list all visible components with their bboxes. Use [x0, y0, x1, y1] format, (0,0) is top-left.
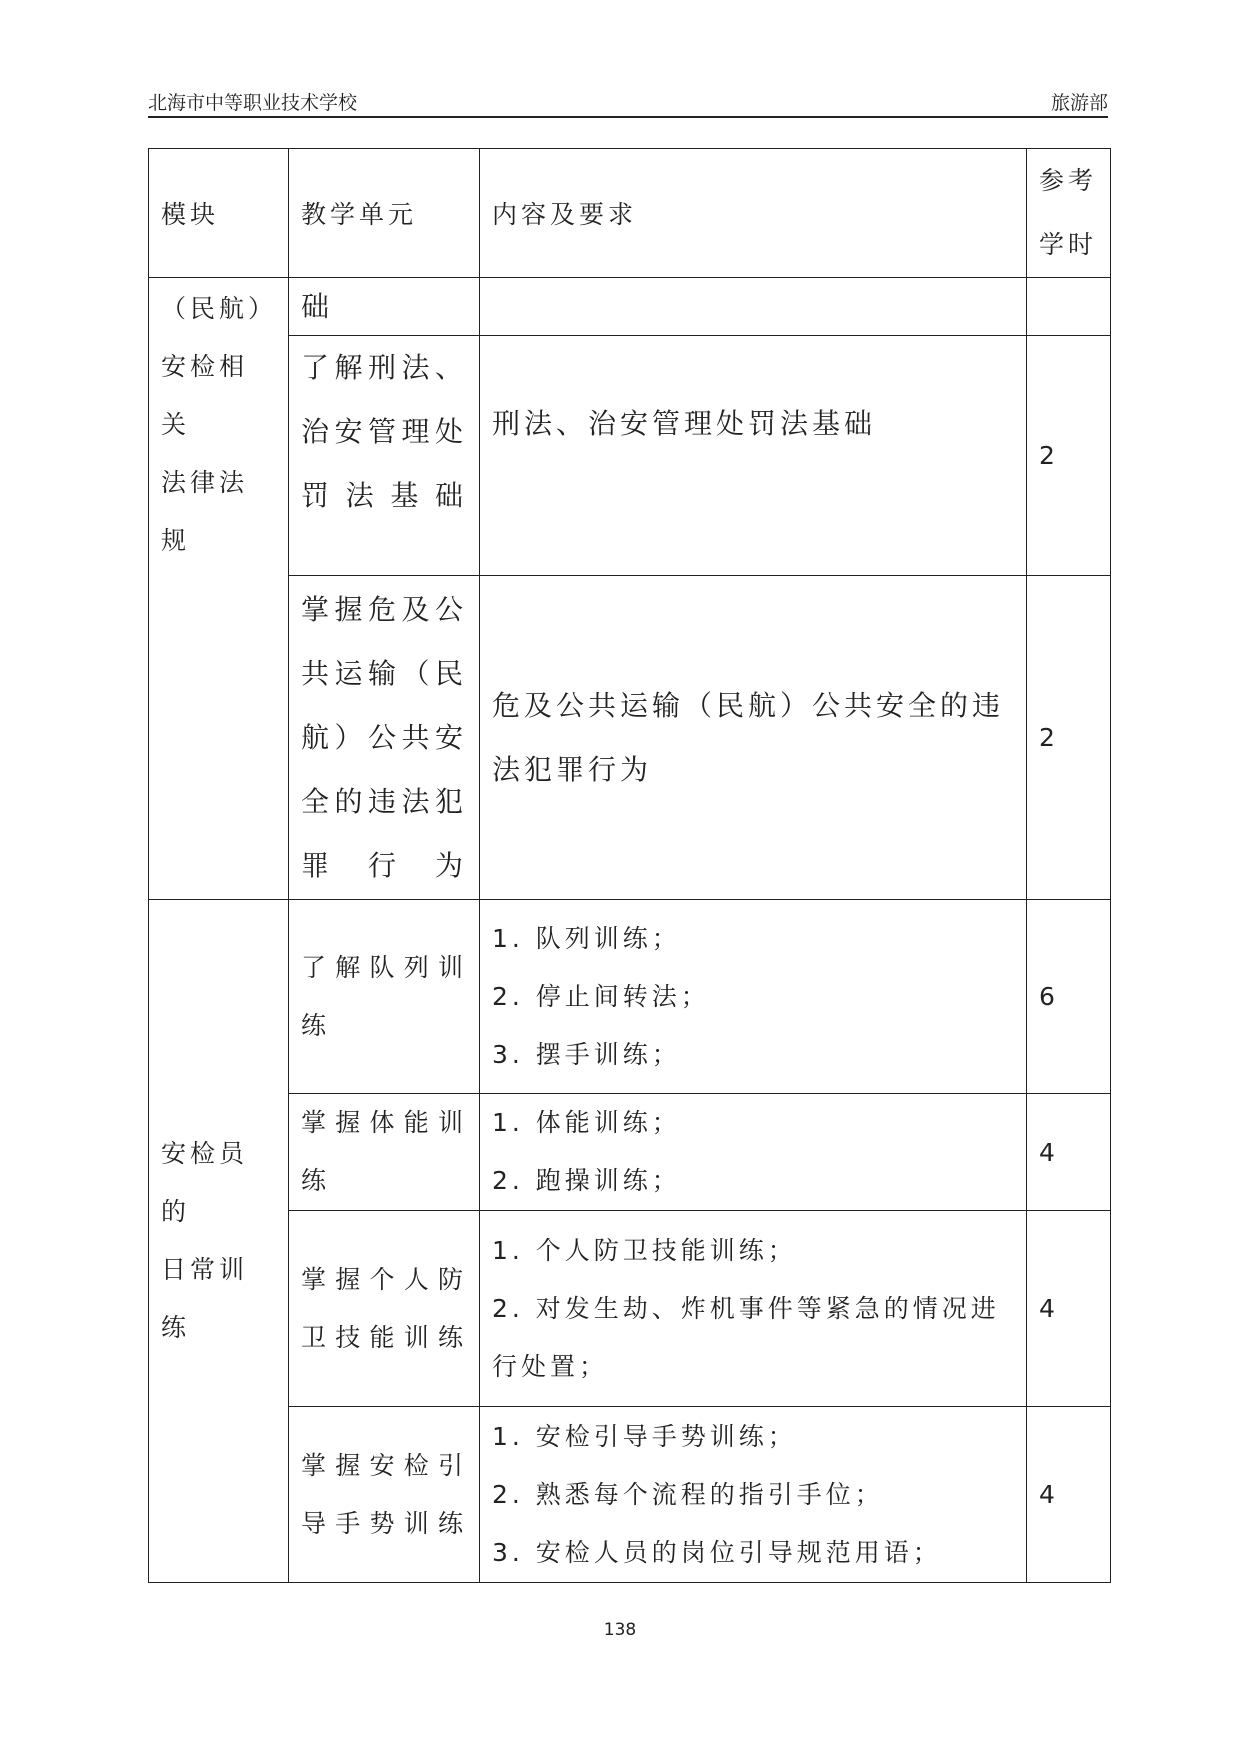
unit-cell: 了解刑法、治安管理处罚法基础 [289, 336, 480, 576]
unit-cell: 掌握个人防卫技能训练 [289, 1211, 480, 1407]
department-name: 旅游部 [1050, 92, 1108, 114]
unit-cell: 础 [289, 278, 480, 336]
module-training-line2: 日常训练 [161, 1255, 249, 1342]
hours-cell: 6 [1027, 900, 1111, 1094]
module-law-line2: 安检相关 [161, 352, 249, 439]
content-cell [480, 1211, 1027, 1407]
content-item: 2. 停止间转法； [492, 981, 710, 1011]
header-hours-line1: 参考 [1039, 166, 1098, 195]
curriculum-table [148, 148, 1111, 1583]
module-cell-law [149, 278, 289, 900]
content-item: 1. 体能训练； [492, 1108, 681, 1137]
unit-cell: 掌握危及公共运输（民航）公共安全的违法犯罪行为 [289, 576, 480, 900]
content-item: 2. 熟悉每个流程的指引手位； [492, 1479, 884, 1509]
hours-cell [1027, 278, 1111, 336]
school-name: 北海市中等职业技术学校 [148, 92, 358, 114]
table-row [149, 1211, 1111, 1407]
table-row [149, 336, 1111, 576]
hours-cell: 2 [1027, 576, 1111, 900]
hours-cell: 4 [1027, 1094, 1111, 1211]
module-law-line1: （民航） [161, 294, 278, 323]
header-content: 内容及要求 [480, 149, 1027, 278]
module-law-line3: 法律法规 [161, 468, 249, 555]
module-training-line1: 安检员的 [161, 1139, 249, 1226]
content-item: 2. 对发生劫、炸机事件等紧急的情况进行处置； [492, 1293, 1000, 1381]
header-hours-line2: 学时 [1039, 230, 1098, 259]
table-header-row [149, 149, 1111, 278]
table-row [149, 576, 1111, 900]
content-cell [480, 900, 1027, 1094]
hours-cell: 4 [1027, 1211, 1111, 1407]
table-row [149, 1407, 1111, 1583]
content-cell [480, 1094, 1027, 1211]
unit-cell: 掌握体能训练 [289, 1094, 480, 1211]
module-cell-training [149, 900, 289, 1583]
content-cell: 刑法、治安管理处罚法基础 [480, 336, 1027, 576]
page-number: 138 [603, 1620, 637, 1640]
header-module: 模块 [149, 149, 289, 278]
content-item: 3. 安检人员的岗位引导规范用语； [492, 1537, 942, 1567]
table-row [149, 900, 1111, 1094]
unit-cell: 了解队列训练 [289, 900, 480, 1094]
page-header [148, 86, 1108, 118]
content-item: 3. 摆手训练； [492, 1039, 681, 1069]
content-cell [480, 278, 1027, 336]
content-item: 1. 个人防卫技能训练； [492, 1235, 797, 1265]
hours-cell: 2 [1027, 336, 1111, 576]
header-unit: 教学单元 [289, 149, 480, 278]
hours-cell: 4 [1027, 1407, 1111, 1583]
content-cell: 危及公共运输（民航）公共安全的违法犯罪行为 [480, 576, 1027, 900]
content-item: 2. 跑操训练； [492, 1166, 681, 1195]
content-item: 1. 安检引导手势训练； [492, 1421, 797, 1451]
content-cell [480, 1407, 1027, 1583]
table-row [149, 1094, 1111, 1211]
unit-cell: 掌握安检引导手势训练 [289, 1407, 480, 1583]
table-row [149, 278, 1111, 336]
content-item: 1. 队列训练； [492, 923, 681, 953]
header-hours [1027, 149, 1111, 278]
